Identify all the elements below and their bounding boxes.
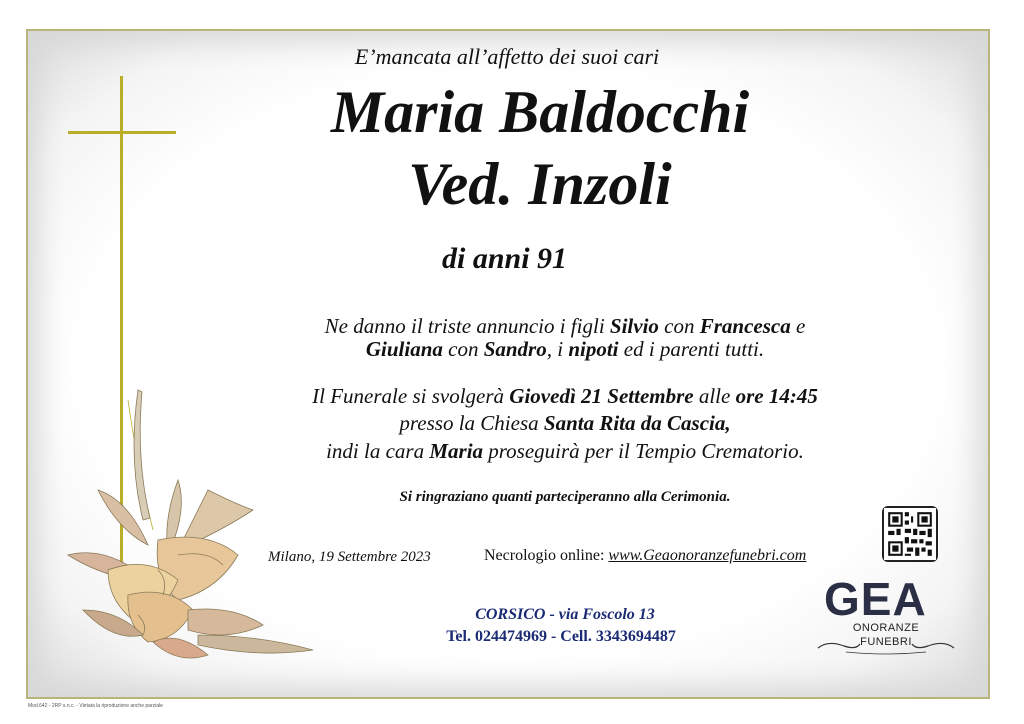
logo-subtitle-1: ONORANZE	[852, 622, 920, 634]
agency-phones: Tel. 024474969 - Cell. 3343694487	[446, 628, 676, 645]
online-url-link[interactable]: www.Geaonoranzefunebri.com	[608, 547, 807, 564]
announce-line-2: Giuliana con Sandro, i nipoti ed i parenti tutti.	[365, 337, 765, 361]
logo-flourish-icon	[816, 632, 956, 658]
logo-wordmark: GEA	[824, 573, 927, 625]
online-obituary	[484, 547, 806, 565]
online-label: Necrologio online:	[484, 547, 609, 564]
funeral-line-3: indi la cara Maria proseguirà per il Tempio Crematorio.	[326, 439, 804, 463]
deceased-surname-line: Ved. Inzoli	[408, 151, 672, 217]
deceased-name: Maria Baldocchi	[330, 79, 750, 145]
deceased-age: di anni 91	[442, 242, 568, 275]
footer-code: Mod.642 - 2RP s.n.c. - Vietata la riproduzione anche parziale	[28, 703, 163, 709]
announce-line-1: Ne danno il triste annuncio i figli Silvio con Francesca e	[324, 314, 806, 338]
qr-code-icon[interactable]	[882, 506, 938, 562]
funeral-line-1: Il Funerale si svolgerà Giovedì 21 Settembre alle ore 14:45	[312, 384, 818, 408]
logo-subtitle-2: FUNEBRI	[860, 636, 912, 648]
funeral-line-2: presso la Chiesa Santa Rita da Cascia,	[399, 411, 731, 435]
calla-lily-flower-icon	[58, 380, 328, 670]
place-date: Milano, 19 Settembre 2023	[268, 549, 431, 565]
intro-line: E’mancata all’affetto dei suoi cari	[354, 44, 660, 69]
agency-logo	[816, 574, 956, 658]
thanks-line: Si ringraziano quanti parteciperanno alla Cerimonia.	[399, 489, 731, 505]
agency-address: CORSICO - via Foscolo 13	[475, 606, 655, 623]
